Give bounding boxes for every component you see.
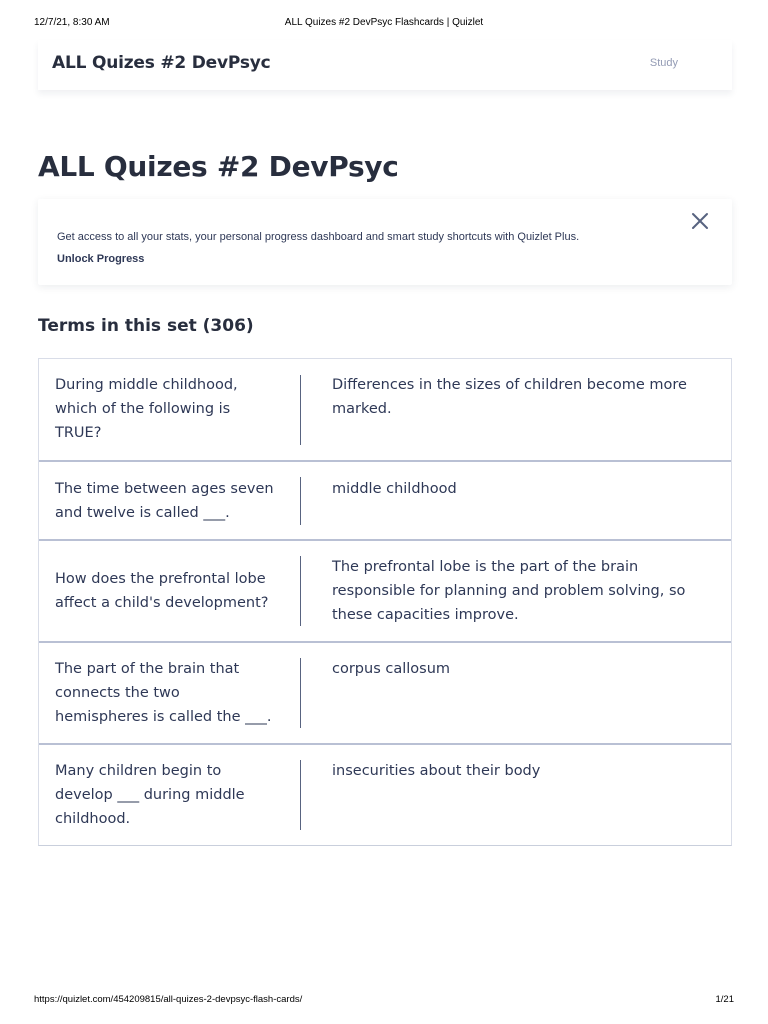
print-header: [34, 17, 734, 31]
definition-text: middle childhood: [332, 481, 457, 497]
term-text: The part of the brain that connects the two hemispheres is called the ___.: [55, 661, 272, 725]
definition-text: Differences in the sizes of children become more marked.: [332, 377, 687, 417]
term-row: [39, 359, 731, 462]
print-datetime: 12/7/21, 8:30 AM: [34, 17, 110, 28]
row-divider: [300, 556, 301, 626]
term-row: [39, 541, 731, 643]
close-icon[interactable]: [690, 211, 710, 231]
upgrade-banner: [38, 199, 732, 285]
print-url: https://quizlet.com/454209815/all-quizes-2-devpsyc-flash-cards/: [34, 994, 303, 1005]
row-divider: [300, 658, 301, 728]
page-indicator: 1/21: [715, 994, 734, 1005]
row-divider: [300, 477, 301, 525]
set-header-bar: [38, 40, 732, 90]
definition-text: corpus callosum: [332, 661, 451, 677]
term-text: How does the prefrontal lobe affect a child's development?: [55, 571, 269, 611]
terms-list: [38, 358, 732, 846]
terms-heading: Terms in this set (306): [38, 316, 254, 336]
study-link[interactable]: Study: [649, 57, 678, 69]
unlock-progress-link[interactable]: Unlock Progress: [57, 253, 145, 265]
term-row: [39, 745, 731, 845]
term-text: During middle childhood, which of the following is TRUE?: [55, 377, 238, 441]
term-text: The time between ages seven and twelve is called ___.: [55, 481, 274, 521]
definition-text: The prefrontal lobe is the part of the brain responsible for planning and problem solving, so these capacities improve.: [332, 559, 686, 623]
page-title: ALL Quizes #2 DevPsyc: [38, 150, 399, 183]
term-text: Many children begin to develop ___ during middle childhood.: [55, 763, 245, 827]
definition-text: insecurities about their body: [332, 763, 541, 779]
row-divider: [300, 760, 301, 830]
term-row: [39, 643, 731, 745]
print-document-title: ALL Quizes #2 DevPsyc Flashcards | Quizlet: [284, 17, 484, 28]
set-name: ALL Quizes #2 DevPsyc: [52, 53, 271, 73]
upgrade-banner-text: Get access to all your stats, your personal progress dashboard and smart study shortcuts with Quizlet Plus.: [57, 231, 580, 243]
print-footer: [34, 994, 734, 1008]
row-divider: [300, 375, 301, 445]
term-row: [39, 462, 731, 541]
